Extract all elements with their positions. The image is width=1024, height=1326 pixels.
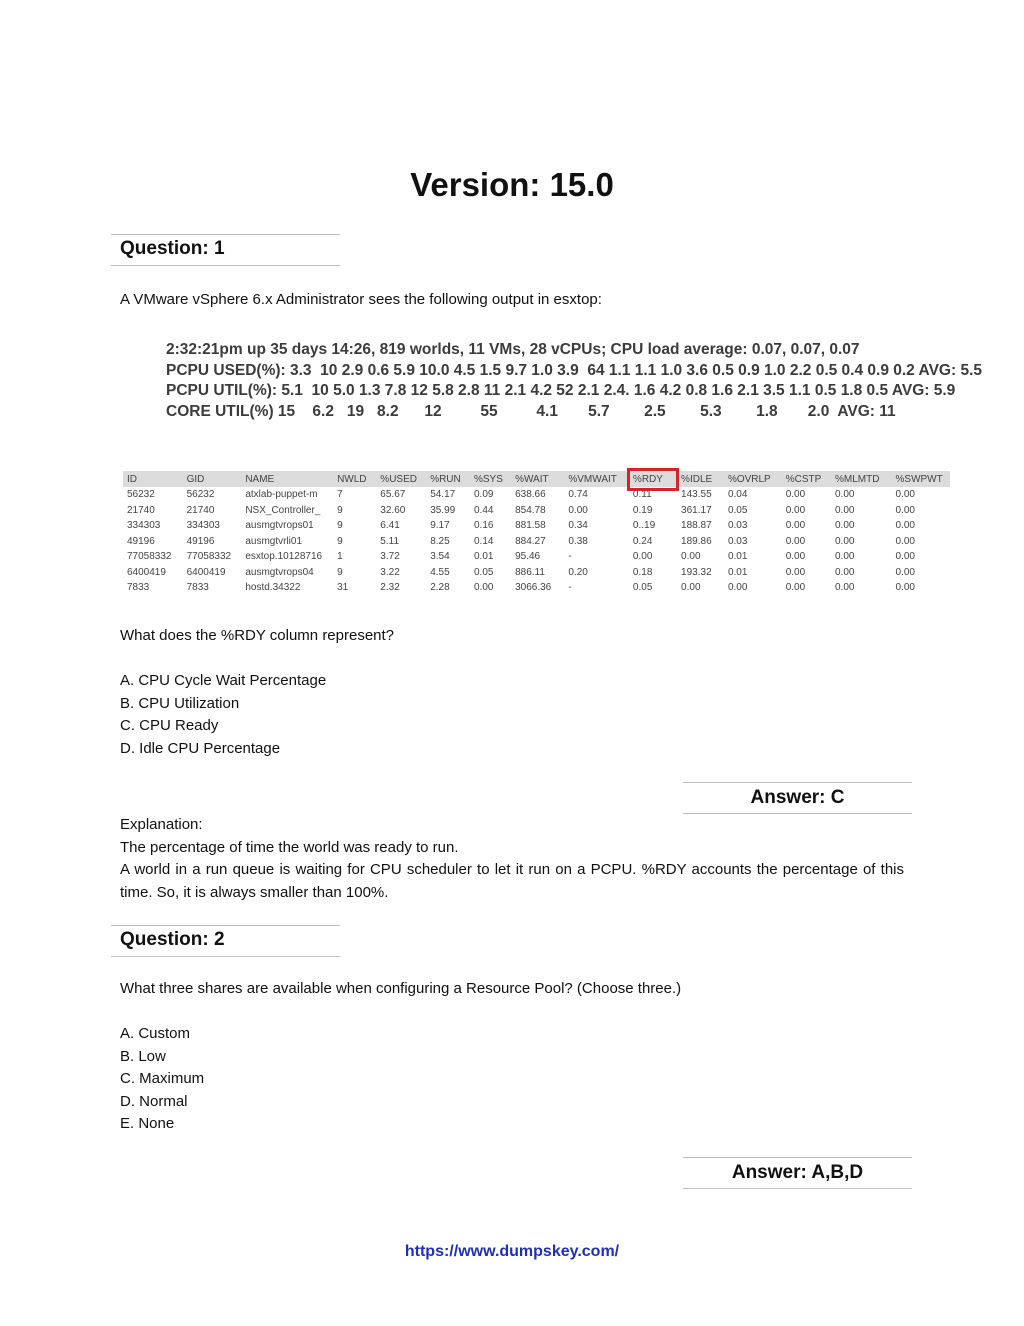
table-cell: 7833 <box>127 582 150 594</box>
column-header: %SWPWT <box>892 471 950 487</box>
table-cell: 0.20 <box>568 566 588 578</box>
esxtop-line-1: 2:32:21pm up 35 days 14:26, 819 worlds, 11 VMs, 28 vCPUs; CPU load average: 0.07, 0.07, 0.07 <box>166 341 860 358</box>
table-cell: 188.87 <box>681 520 712 532</box>
table-cell: 0..19 <box>632 520 656 532</box>
table-cell: 0.03 <box>727 535 748 547</box>
table-cell: 0.00 <box>785 551 806 563</box>
table-row <box>123 534 950 550</box>
table-cell: 0.00 <box>895 566 915 578</box>
table-row <box>123 549 950 565</box>
column-header: %VMWAIT <box>564 471 629 487</box>
table-cell: 9 <box>337 520 343 532</box>
table-cell: 6400419 <box>127 566 166 578</box>
question-2-options <box>120 1023 204 1136</box>
table-cell: 854.78 <box>515 504 546 516</box>
column-header: %RDY <box>629 471 677 487</box>
table-cell: ausmgtvrli01 <box>245 535 303 547</box>
table-cell: 0.00 <box>474 582 494 594</box>
explanation-line-1: The percentage of time the world was ready to run. <box>120 838 459 856</box>
esxtop-line-2: PCPU USED(%): 3.3 10 2.9 0.6 5.9 10.0 4.5 1.5 9.7 1.0 3.9 64 1.1 1.1 1.0 3.6 0.5 0.9 1.0 2.2 0.5 0.4 0.9 0.2 AVG: 5.5 <box>166 361 982 379</box>
table-cell: 0.01 <box>474 551 494 563</box>
table-cell: 0.00 <box>895 582 915 594</box>
table-cell: 0.00 <box>895 520 915 532</box>
column-header: GID <box>183 471 242 487</box>
page-title: Version: 15.0 <box>410 166 614 203</box>
question-1-label: Question: 1 <box>120 238 225 259</box>
table-cell: 0.11 <box>632 489 652 501</box>
table-cell: 0.16 <box>474 520 494 532</box>
table-cell: 8.25 <box>430 535 450 547</box>
table-cell: 0.24 <box>632 535 653 547</box>
column-header: %OVRLP <box>724 471 782 487</box>
column-header: %IDLE <box>677 471 724 487</box>
table-cell: 21740 <box>186 504 215 516</box>
option-b: B. Low <box>120 1047 166 1065</box>
table-cell: 0.00 <box>568 504 588 516</box>
table-cell: 0.00 <box>895 504 915 516</box>
table-cell: 2.32 <box>380 582 400 594</box>
table-cell: 95.46 <box>515 551 541 563</box>
option-c: C. Maximum <box>120 1070 205 1087</box>
option-a: A. Custom <box>120 1025 191 1042</box>
column-header: %USED <box>376 471 426 487</box>
table-cell: 6400419 <box>186 566 226 578</box>
question-1-answer-box <box>683 782 912 814</box>
table-cell: 0.00 <box>632 551 653 563</box>
table-cell: 0.00 <box>681 551 701 563</box>
question-1-header <box>111 234 340 266</box>
column-header: NWLD <box>333 471 376 487</box>
question-1-answer: Answer: C <box>750 787 845 808</box>
table-row <box>123 580 950 596</box>
table-cell: 2.28 <box>430 582 450 594</box>
question-2-header <box>111 925 340 957</box>
table-cell: 143.55 <box>681 489 712 501</box>
table-cell: 0.00 <box>785 582 806 594</box>
column-header: ID <box>123 471 183 487</box>
table-cell: 0.00 <box>785 504 806 516</box>
table-cell: 7 <box>337 489 343 501</box>
table-cell: 77058332 <box>127 551 172 563</box>
table-row <box>123 487 950 503</box>
table-cell: 9 <box>337 566 343 578</box>
table-cell: 0.00 <box>895 489 915 501</box>
option-e: E. None <box>120 1115 175 1132</box>
table-cell: 0.44 <box>474 504 494 516</box>
table-cell: hostd.34322 <box>245 582 301 594</box>
table-cell: 0.00 <box>785 520 806 532</box>
question-2-label: Question: 2 <box>120 929 225 950</box>
explanation <box>120 814 904 904</box>
table-cell: 56232 <box>127 489 155 501</box>
question-2-text: What three shares are available when configuring a Resource Pool? (Choose three.) <box>120 980 682 997</box>
table-cell: 884.27 <box>515 535 546 547</box>
footer-link[interactable]: https://www.dumpskey.com/ <box>404 1243 620 1260</box>
table-cell: 0.00 <box>785 489 806 501</box>
question-1-text: What does the %RDY column represent? <box>120 627 395 644</box>
option-b: B. CPU Utilization <box>120 694 240 712</box>
table-cell: 77058332 <box>186 551 232 563</box>
table-row <box>123 518 950 534</box>
table-cell: ausmgtvrops04 <box>245 566 314 578</box>
table-cell: 0.09 <box>474 489 494 501</box>
table-cell: 0.00 <box>895 535 915 547</box>
esxtop-screenshot <box>120 332 982 602</box>
column-header: %SYS <box>470 471 511 487</box>
table-cell: NSX_Controller_ <box>245 504 321 516</box>
table-cell: 0.00 <box>835 582 855 594</box>
table-cell: 0.14 <box>474 535 494 547</box>
explanation-label: Explanation: <box>120 816 203 833</box>
table-cell: 0.00 <box>785 566 806 578</box>
table-cell: 334303 <box>127 520 161 532</box>
question-1-options <box>120 670 326 760</box>
option-a: A. CPU Cycle Wait Percentage <box>120 672 327 689</box>
esxtop-table <box>123 471 950 599</box>
table-cell: 21740 <box>127 504 155 516</box>
table-cell: 1 <box>337 551 343 563</box>
table-cell: 54.17 <box>430 489 456 501</box>
table-cell: 0.03 <box>727 520 748 532</box>
table-cell: 5.11 <box>380 535 400 547</box>
table-cell: 334303 <box>186 520 220 532</box>
table-cell: 7833 <box>186 582 209 594</box>
explanation-paragraph: A world in a run queue is waiting for CPU scheduler to let it run on a PCPU. %RDY accounts the percentage of this time. So, it is always smaller than 100%. <box>120 861 904 901</box>
table-cell: 0.05 <box>474 566 494 578</box>
table-cell: 193.32 <box>681 566 712 578</box>
table-cell: 886.11 <box>515 566 545 578</box>
table-cell: 0.00 <box>835 535 855 547</box>
table-row <box>123 565 950 581</box>
table-cell: 3.54 <box>430 551 450 563</box>
table-cell: 0.00 <box>835 489 855 501</box>
esxtop-summary <box>166 340 982 422</box>
option-d: D. Idle CPU Percentage <box>120 739 281 757</box>
table-cell: 0.05 <box>727 504 748 516</box>
table-cell: 35.99 <box>430 504 456 516</box>
table-cell: 6.41 <box>380 520 400 532</box>
table-cell: 3.72 <box>380 551 400 563</box>
table-cell: 638.66 <box>515 489 546 501</box>
table-cell: 0.00 <box>835 551 855 563</box>
column-header: %WAIT <box>511 471 564 487</box>
table-cell: ausmgtvrops01 <box>245 520 314 532</box>
table-row <box>123 503 950 519</box>
table-cell: 3066.36 <box>515 582 552 594</box>
question-2-answer-box <box>683 1157 912 1189</box>
table-cell: 4.55 <box>430 566 450 578</box>
esxtop-line-3: PCPU UTIL(%): 5.1 10 5.0 1.3 7.8 12 5.8 2.8 11 2.1 4.2 52 2.1 2.4. 1.6 4.2 0.8 1.6 2.1 3.5 1.1 0.5 1.8 0.5 AVG: 5.9 <box>166 382 956 399</box>
table-cell: 0.38 <box>568 535 588 547</box>
table-cell: 9 <box>337 504 343 516</box>
table-cell: 0.00 <box>727 582 748 594</box>
table-cell: 0.00 <box>835 520 855 532</box>
column-header: %RUN <box>426 471 470 487</box>
table-cell: 0.05 <box>632 582 653 594</box>
table-cell: 31 <box>337 582 349 594</box>
column-header: %MLMTD <box>831 471 892 487</box>
esxtop-line-4: CORE UTIL(%) 15 6.2 19 8.2 12 55 4.1 5.7 2.5 5.3 1.8 2.0 AVG: 11 <box>166 402 896 420</box>
table-cell: 0.34 <box>568 520 588 532</box>
table-cell: 0.74 <box>568 489 588 501</box>
table-cell: 0.00 <box>681 582 701 594</box>
table-cell: 0.01 <box>727 551 748 563</box>
table-cell: 56232 <box>186 489 215 501</box>
table-cell: 3.22 <box>380 566 400 578</box>
table-cell: 0.19 <box>632 504 653 516</box>
table-cell: 189.86 <box>681 535 712 547</box>
rdy-highlight-box <box>627 468 679 491</box>
table-cell: 32.60 <box>380 504 406 516</box>
column-header: %CSTP <box>782 471 831 487</box>
table-cell: 49196 <box>186 535 215 547</box>
column-header: NAME <box>241 471 333 487</box>
table-cell: - <box>568 551 572 563</box>
table-cell: 0.00 <box>785 535 806 547</box>
table-cell: 9 <box>337 535 343 547</box>
table-cell: 0.01 <box>727 566 748 578</box>
table-cell: 0.00 <box>835 504 855 516</box>
table-cell: esxtop.10128716 <box>245 551 323 563</box>
question-2-answer: Answer: A,B,D <box>731 1162 864 1183</box>
table-cell: 49196 <box>127 535 155 547</box>
table-cell: 0.18 <box>632 566 653 578</box>
table-cell: 881.58 <box>515 520 546 532</box>
table-cell: 0.04 <box>727 489 748 501</box>
table-cell: 361.17 <box>681 504 712 516</box>
question-1-prompt: A VMware vSphere 6.x Administrator sees the following output in esxtop: <box>120 291 602 308</box>
table-cell: 0.00 <box>835 566 855 578</box>
option-c: C. CPU Ready <box>120 717 219 734</box>
table-cell: atxlab-puppet-m <box>245 489 318 501</box>
table-cell: - <box>568 582 572 594</box>
option-d: D. Normal <box>120 1092 188 1110</box>
table-cell: 9.17 <box>430 520 450 532</box>
table-cell: 65.67 <box>380 489 406 501</box>
table-cell: 0.00 <box>895 551 915 563</box>
